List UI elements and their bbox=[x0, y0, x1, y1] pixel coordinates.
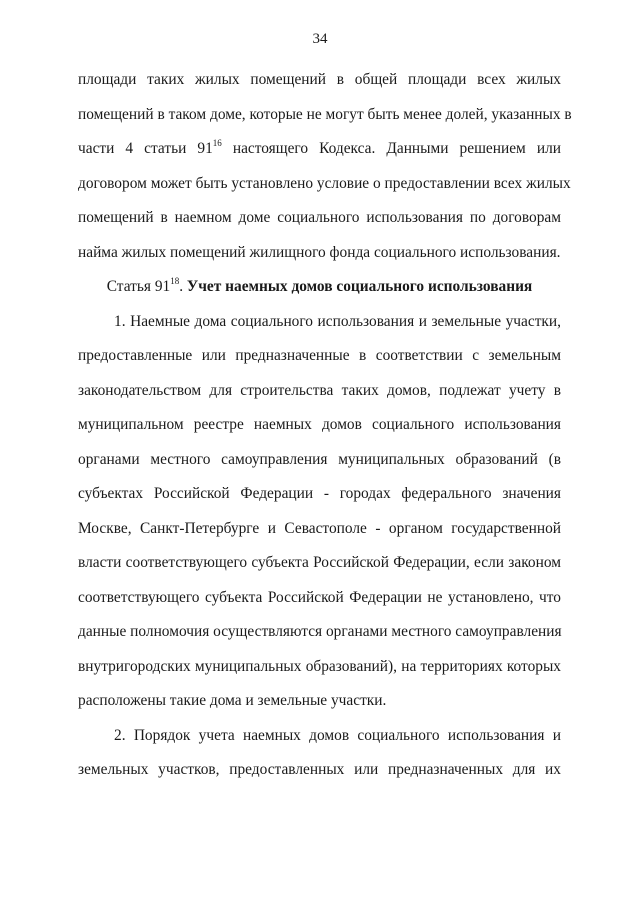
text-line: законодательством для строительства таких домов, подлежат учету в bbox=[78, 381, 561, 399]
text-line: власти соответствующего субъекта Российской Федерации, если законом bbox=[78, 554, 561, 571]
article-number: Статья $91^{18}$ bbox=[106, 276, 180, 295]
superscript-number: 16 bbox=[212, 138, 222, 148]
text-line: органами местного самоуправления муниципальных образований (в bbox=[78, 450, 561, 468]
text-line: помещений в таком доме, которые не могут быть менее долей, указанных в bbox=[78, 105, 572, 123]
text-line: Москве, Санкт-Петербурге и Севастополе - органом государственной bbox=[78, 519, 561, 537]
superscript-number: 18 bbox=[170, 276, 180, 286]
text-line: внутригородских муниципальных образований), на территориях которых bbox=[78, 657, 561, 675]
text-line: части 4 статьи $91^{16}$ настоящего Кодекса. Данными решением или bbox=[78, 138, 561, 157]
text-line: 1. Наемные дома социального использования и земельные участки, bbox=[114, 312, 561, 330]
text-line: субъектах Российской Федерации - городах федерального значения bbox=[78, 485, 561, 502]
text-line: площади таких жилых помещений в общей площади всех жилых bbox=[78, 71, 561, 88]
page-number: 34 bbox=[312, 31, 328, 47]
paragraph-2 bbox=[78, 305, 561, 719]
text-line: муниципальном реестре наемных домов социального использования bbox=[78, 416, 561, 433]
paragraph-3 bbox=[78, 719, 561, 788]
article-title: Учет наемных домов социального использования bbox=[186, 278, 533, 295]
text-line: данные полномочия осуществляются органами местного самоуправления bbox=[78, 623, 562, 640]
text-line: земельных участков, предоставленных или предназначенных для их bbox=[78, 761, 561, 778]
paragraph-1 bbox=[78, 63, 572, 270]
text-line: предоставленные или предназначенные в соответствии с земельным bbox=[78, 347, 561, 364]
text-line: помещений в наемном доме социального использования по договорам bbox=[78, 209, 561, 226]
text-line: расположены такие дома и земельные участки. bbox=[78, 692, 387, 709]
document-body bbox=[78, 63, 572, 788]
text-line: соответствующего субъекта Российской Федерации не установлено, что bbox=[78, 588, 561, 606]
text-line: договором может быть установлено условие о предоставлении всех жилых bbox=[78, 174, 571, 192]
text-line: 2. Порядок учета наемных домов социального использования и bbox=[114, 726, 561, 744]
article-heading: Статья $91^{18}$. Учет наемных домов социального использования bbox=[106, 276, 533, 295]
text-line: найма жилых помещений жилищного фонда социального использования. bbox=[78, 243, 561, 261]
article-reference: части 4 статьи $91^{16}$ bbox=[78, 138, 222, 157]
